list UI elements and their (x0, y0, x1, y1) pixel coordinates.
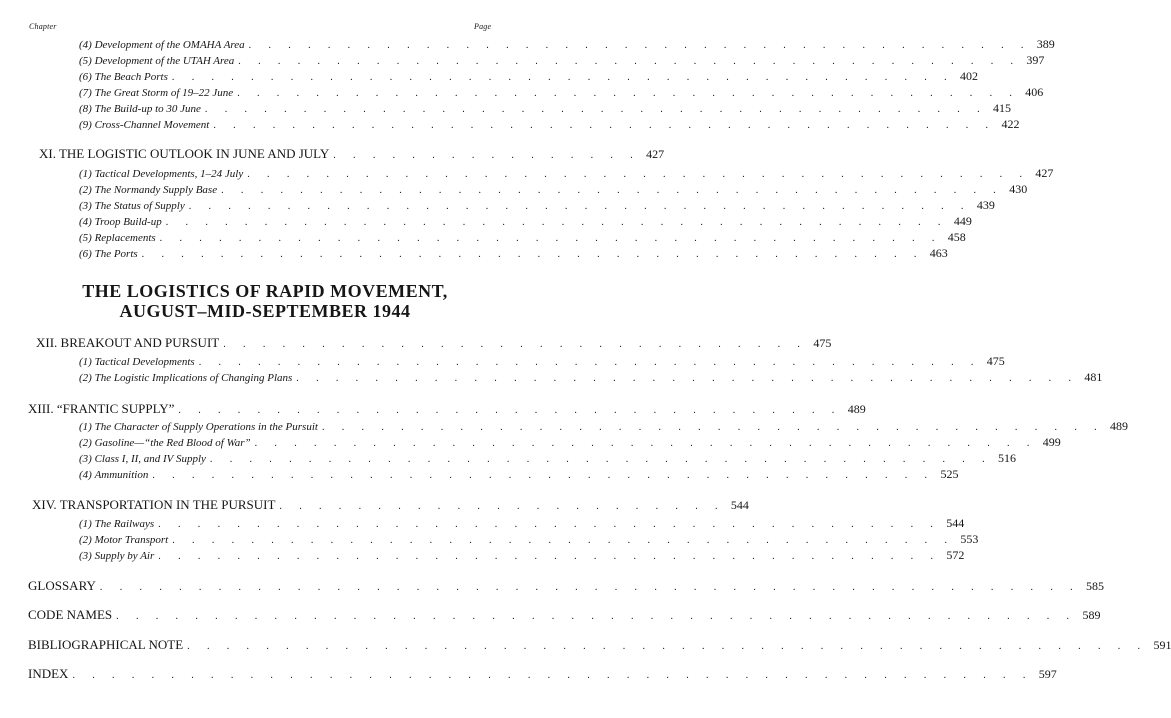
dot-leader: . . . . . . . . . . . . . . . . . . . . . . . . . . . . . . . . . . . . . . . . (141, 249, 924, 260)
page-number: 427 (1035, 166, 1054, 180)
page-column-header: Page (474, 22, 492, 31)
chapter-title: XII. BREAKOUT AND PURSUIT (36, 335, 220, 350)
page-number: 489 (1110, 419, 1129, 433)
dot-leader: . . . . . . . . . . . . . . . . . . . . . . . . . . . . . . . . . . . . . . . . (188, 201, 971, 212)
page-number: 585 (1086, 579, 1105, 593)
subentry-title: The Ports (94, 248, 138, 260)
section-title: BIBLIOGRAPHICAL NOTE (28, 637, 184, 652)
dot-leader: . . . . . . . . . . . . . . . . . . . . . . . . . . . . . . . . . . . . . . . . (158, 551, 941, 562)
page-number: 516 (998, 451, 1017, 465)
toc-subentry[interactable] (79, 435, 1061, 451)
page-number: 481 (1084, 370, 1103, 384)
dot-leader: . . . . . . . . . . . . . . . . . . . . . . . . . . . . . . (223, 339, 808, 350)
page-number: 489 (847, 402, 866, 416)
subentry-title: The Logistic Implications of Changing Plans (94, 372, 293, 384)
dot-leader: . . . . . . . . . . . . . . . . . . . . . . . . . . . . . . . . . . . . . . . . . . . . . . . . . (116, 611, 1077, 622)
dot-leader: . . . . . . . . . . . . . . . . . . . . . . . . . . . . . . . . . . . . . . . . . . . . . . . . . (72, 670, 1033, 681)
toc-subentry[interactable] (79, 214, 972, 230)
subentry-number: (9) (79, 119, 92, 131)
page-number: 427 (646, 147, 665, 161)
dot-leader: . . . . . . . . . . . . . . . . . . . . . . . . . . . . . . . . . . . . . . . . (237, 88, 1020, 99)
page-number: 397 (1026, 53, 1045, 67)
page-number: 389 (1036, 37, 1055, 51)
subentry-title: Cross-Channel Movement (94, 119, 210, 131)
page-number: 463 (929, 246, 948, 260)
part-title-line-2: AUGUST–MID-SEPTEMBER 1944 (119, 301, 411, 321)
subentry-title: The Normandy Supply Base (94, 184, 218, 196)
section-title: GLOSSARY (28, 578, 96, 593)
subentry-number: (3) (79, 453, 92, 465)
subentry-title: The Build-up to 30 June (94, 103, 201, 115)
subentry-title: Ammunition (94, 469, 149, 481)
toc-subentry[interactable] (79, 101, 1012, 117)
page-number: 475 (986, 354, 1005, 368)
subentry-title: Gasoline—“the Red Blood of War” (94, 437, 251, 449)
page-number: 475 (813, 336, 832, 350)
subentry-number: (1) (79, 518, 92, 530)
subentry-number: (1) (79, 356, 92, 368)
page-number: 544 (946, 516, 965, 530)
subentry-title: Tactical Developments (94, 356, 195, 368)
toc-bibliographical-note-entry[interactable] (28, 637, 1171, 653)
subentry-number: (3) (79, 200, 92, 212)
page-number: 449 (953, 214, 972, 228)
dot-leader: . . . . . . . . . . . . . . . . . . . . . . . . . . . . . . . . . . . . . . . . (247, 169, 1030, 180)
subentry-number: (6) (79, 248, 92, 260)
dot-leader: . . . . . . . . . . . . . . . . . . . . . . . . . . . . . . . . . . . . . . . . (221, 185, 1004, 196)
page-number: 422 (1001, 117, 1020, 131)
toc-code-names-entry[interactable] (28, 607, 1101, 623)
subentry-number: (2) (79, 437, 92, 449)
page-number: 572 (946, 548, 965, 562)
subentry-title: Motor Transport (94, 534, 169, 546)
page-number: 597 (1038, 667, 1057, 681)
dot-leader: . . . . . . . . . . . . . . . . . . . . . . . . . . . . . . . . . . . . . . . . . . . . . . . . . (187, 641, 1148, 652)
dot-leader: . . . . . . . . . . . . . . . . . . . . . . . . . . . . . . . . . . . . . . . . (238, 56, 1021, 67)
dot-leader: . . . . . . . . . . . . . . . . (333, 150, 641, 161)
dot-leader: . . . . . . . . . . . . . . . . . . . . . . . . . . . . . . . . . . . . . . . . (159, 233, 942, 244)
toc-subentry[interactable] (79, 370, 1103, 386)
subentry-title: The Railways (94, 518, 155, 530)
page-number: 415 (993, 101, 1012, 115)
page-number: 591 (1153, 638, 1171, 652)
subentry-number: (1) (79, 168, 92, 180)
toc-subentry[interactable] (79, 230, 966, 246)
subentry-title: The Status of Supply (94, 200, 185, 212)
subentry-number: (7) (79, 87, 92, 99)
dot-leader: . . . . . . . . . . . . . . . . . . . . . . . . . . . . . . . . . . . . . . . . (152, 470, 935, 481)
toc-subentry[interactable] (79, 69, 979, 85)
toc-subentry[interactable] (79, 548, 965, 564)
page-number: 525 (940, 467, 959, 481)
section-title: CODE NAMES (28, 607, 113, 622)
subentry-number: (4) (79, 39, 92, 51)
subentry-number: (4) (79, 216, 92, 228)
dot-leader: . . . . . . . . . . . . . . . . . . . . . . . . . . . . . . . . . . . . . . . . (165, 217, 948, 228)
toc-subentry[interactable] (79, 532, 979, 548)
subentry-title: Development of the OMAHA Area (94, 39, 245, 51)
subentry-number: (6) (79, 71, 92, 83)
section-title: INDEX (28, 666, 69, 681)
dot-leader: . . . . . . . . . . . . . . . . . . . . . . . . . . . . . . . . . . . . . . . . (248, 40, 1031, 51)
chapter-title: XIV. TRANSPORTATION IN THE PURSUIT (32, 497, 276, 512)
subentry-number: (1) (79, 421, 92, 433)
subentry-number: (2) (79, 184, 92, 196)
chapter-title: XIII. “FRANTIC SUPPLY” (28, 401, 175, 416)
toc-subentry[interactable] (79, 53, 1045, 69)
toc-chapter-entry[interactable] (32, 497, 749, 513)
subentry-title: Class I, II, and IV Supply (94, 453, 206, 465)
subentry-number: (8) (79, 103, 92, 115)
dot-leader: . . . . . . . . . . . . . . . . . . . . . . . . . . . . . . . . . . . . . . . . (296, 373, 1079, 384)
toc-subentry[interactable] (79, 354, 1005, 370)
subentry-number: (5) (79, 232, 92, 244)
toc-subentry[interactable] (79, 166, 1054, 182)
dot-leader: . . . . . . . . . . . . . . . . . . . . . . . . . . . . . . . . . . . . . . . . (171, 72, 955, 83)
subentry-title: Development of the UTAH Area (94, 55, 235, 67)
toc-glossary-entry[interactable] (28, 578, 1105, 594)
chapter-title: XI. THE LOGISTIC OUTLOOK IN JUNE AND JULY (39, 146, 330, 161)
chapter-column-header: Chapter (29, 22, 57, 31)
subentry-number: (5) (79, 55, 92, 67)
dot-leader: . . . . . . . . . . . . . . . . . . . . . . . . . . . . . . . . . . (178, 405, 842, 416)
dot-leader: . . . . . . . . . . . . . . . . . . . . . . . . . . . . . . . . . . . . . . . . (209, 454, 993, 465)
page-number: 589 (1082, 608, 1101, 622)
page-number: 439 (976, 198, 995, 212)
page-number: 402 (960, 69, 979, 83)
toc-chapter-entry[interactable] (28, 401, 866, 417)
dot-leader: . . . . . . . . . . . . . . . . . . . . . . . . . . . . . . . . . . . . . . . . (321, 422, 1105, 433)
subentry-number: (2) (79, 372, 92, 384)
subentry-title: Supply by Air (94, 550, 155, 562)
subentry-title: The Character of Supply Operations in the Pursuit (94, 421, 318, 433)
part-title-line-1: THE LOGISTICS OF RAPID MOVEMENT, (82, 281, 448, 301)
subentry-number: (4) (79, 469, 92, 481)
page-number: 458 (947, 230, 966, 244)
toc-subentry[interactable] (79, 85, 1044, 101)
page-number: 499 (1042, 435, 1061, 449)
toc-subentry[interactable] (79, 516, 965, 532)
subentry-title: Replacements (94, 232, 156, 244)
toc-subentry[interactable] (79, 451, 1017, 467)
toc-subentry[interactable] (79, 246, 948, 262)
page-number: 430 (1009, 182, 1028, 196)
toc-subentry[interactable] (79, 182, 1028, 198)
toc-subentry[interactable] (79, 467, 959, 483)
dot-leader: . . . . . . . . . . . . . . . . . . . . . . . . . . . . . . . . . . . . . . . . . . . . . . . . . . (99, 582, 1081, 593)
dot-leader: . . . . . . . . . . . . . . . . . . . . . . . . . . . . . . . . . . . . . . . . (254, 438, 1037, 449)
dot-leader: . . . . . . . . . . . . . . . . . . . . . . . . . . . . . . . . . . . . . . . . (213, 120, 996, 131)
dot-leader: . . . . . . . . . . . . . . . . . . . . . . . . . . . . . . . . . . . . . . . . (204, 104, 988, 115)
dot-leader: . . . . . . . . . . . . . . . . . . . . . . . (279, 501, 725, 512)
toc-subentry[interactable] (79, 419, 1129, 435)
toc-chapter-entry[interactable] (39, 146, 665, 162)
dot-leader: . . . . . . . . . . . . . . . . . . . . . . . . . . . . . . . . . . . . . . . . (198, 357, 981, 368)
page-number: 544 (730, 498, 749, 512)
toc-chapter-entry[interactable] (36, 335, 832, 351)
page-number: 406 (1025, 85, 1044, 99)
dot-leader: . . . . . . . . . . . . . . . . . . . . . . . . . . . . . . . . . . . . . . . . (158, 519, 941, 530)
subentry-title: Troop Build-up (94, 216, 162, 228)
toc-subentry[interactable] (79, 198, 995, 214)
dot-leader: . . . . . . . . . . . . . . . . . . . . . . . . . . . . . . . . . . . . . . . . (172, 535, 955, 546)
page-number: 553 (960, 532, 979, 546)
subentry-number: (3) (79, 550, 92, 562)
subentry-number: (2) (79, 534, 92, 546)
toc-subentry[interactable] (79, 117, 1020, 133)
subentry-title: Tactical Developments, 1–24 July (94, 168, 244, 180)
subentry-title: The Beach Ports (94, 71, 168, 83)
toc-subentry[interactable] (79, 37, 1055, 53)
subentry-title: The Great Storm of 19–22 June (94, 87, 234, 99)
toc-index-entry[interactable] (28, 666, 1057, 682)
